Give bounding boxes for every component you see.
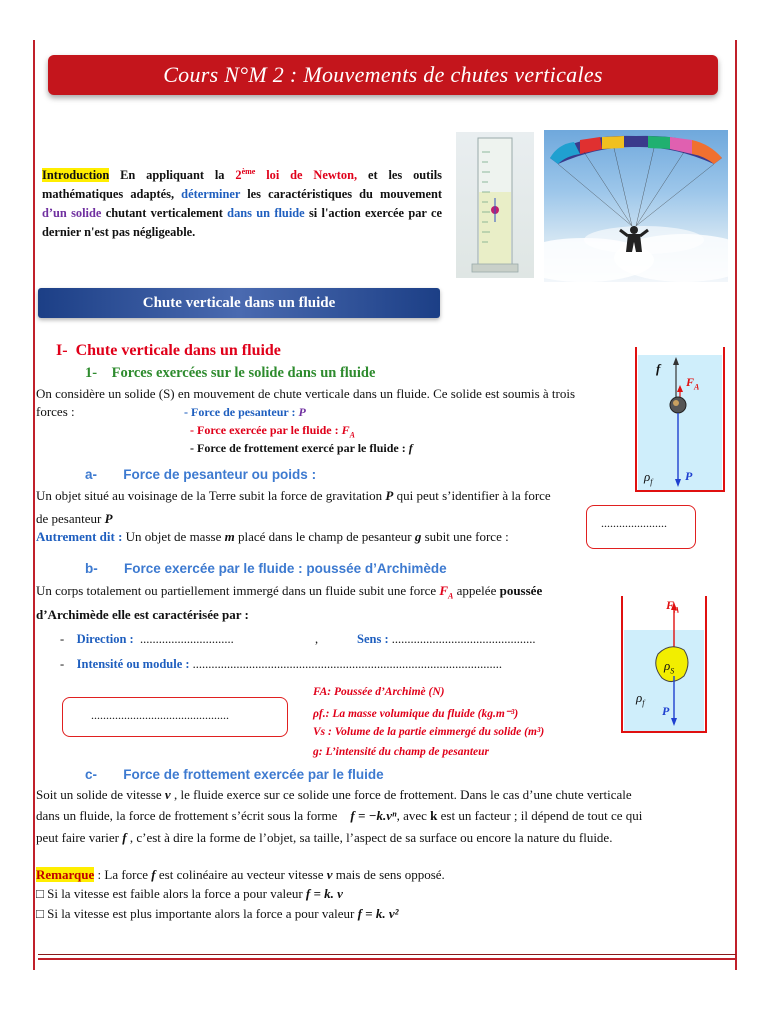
intro-text: En appliquant la: [109, 168, 236, 183]
sens-line: Sens : ..............................................: [357, 632, 536, 646]
footer-divider: [38, 954, 736, 955]
legend-archimedes: FA: Poussée d’Archimè (N): [313, 686, 445, 698]
weight-paragraph-line2: de pesanteur P: [36, 511, 113, 526]
page-title: Cours N°M 2 : Mouvements de chutes verticales: [163, 62, 603, 87]
legend-gravity: g: L’intensité du champ de pesanteur: [313, 746, 490, 758]
fig2-archimedes-label: $F_A$: [666, 598, 680, 615]
section-banner-label: Chute verticale dans un fluide: [142, 294, 336, 311]
legend-fluid-density: ρf.: La masse volumique du fluide (kg.m⁻³): [313, 708, 519, 720]
intro-text: si l'action exercée par ce dernier n'est pas négligeable.: [42, 206, 442, 240]
intro-text: chutant verticalement: [101, 206, 228, 221]
subsection-a-heading: a- Force de pesanteur ou poids :: [85, 467, 317, 482]
intro-text: les caractéristiques du mouvement: [240, 187, 442, 202]
intro-text: et les outils mathématiques adaptés,: [42, 168, 442, 202]
fig2-solid-density-label: $\rho_S$: [664, 658, 675, 676]
section-banner: [38, 288, 440, 318]
friction-paragraph-line1: Soit un solide de vitesse v , le fluide exerce sur ce solide une force de frottement. Dans le cas d’une chute verticale: [36, 787, 632, 802]
direction-line: - Direction : ..............................: [60, 632, 234, 646]
forces-intro-paragraph: On considère un solide (S) en mouvement de chute verticale dans un fluide. Ce solide est soumis à trois forces :: [36, 386, 576, 419]
subsection-b-heading: b- Force exercée par le fluide : poussée d’Archimède: [85, 561, 447, 576]
left-border: [33, 40, 35, 970]
force-friction-item: - Force de frottement exercé par le fluide : f: [190, 441, 413, 455]
fig2-weight-label: P: [662, 704, 670, 718]
footer-divider: [38, 958, 736, 960]
weight-answer-box[interactable]: [586, 505, 696, 549]
intro-paragraph: [42, 162, 442, 242]
intro-keyword: déterminer: [181, 187, 241, 202]
fig1-archimedes-label: $F_A$: [686, 375, 700, 392]
intro-label: Introduction: [42, 168, 110, 183]
weight-answer-placeholder: ......................: [601, 516, 667, 530]
subsection-number: 1-: [85, 365, 98, 381]
remark-bullet-high-speed: □ Si la vitesse est plus importante alors la force a pour valeur f = k. v²: [36, 906, 399, 921]
friction-paragraph-line2: dans un fluide, la force de frottement s’écrit sous la forme f = −k.vⁿ, avec k est un facteur ; il dépend de tout ce qui: [36, 808, 643, 823]
subsection-c-heading: c- Force de frottement exercée par le fluide: [85, 767, 384, 782]
section-number: I-: [56, 342, 68, 359]
section-title: Chute verticale dans un fluide: [75, 342, 281, 359]
falling-ball-diagram: [630, 345, 726, 495]
weight-paragraph-line1: Un objet situé au voisinage de la Terre subit la force de gravitation P qui peut s’identifier à la force: [36, 488, 551, 503]
legend-volume: Vs : Volume de la partie eimmergé du solide (m³): [313, 726, 545, 738]
newton-law: 2ème loi de Newton,: [235, 167, 358, 183]
fig2-fluid-density-label: $\rho_f$: [636, 690, 645, 708]
archimedes-paragraph: Un corps totalement ou partiellement immergé dans un fluide subit une force $F_A$ appelée poussée d’Archimède elle est caractérisée par :: [36, 583, 543, 622]
archimedes-diagram: [618, 590, 710, 736]
intro-keyword: d’un solide: [42, 206, 102, 221]
friction-paragraph-line3: peut faire varier f , c’est à dire la forme de l’objet, sa taille, l’aspect de sa surface ou encore la nature du fluide.: [36, 830, 613, 845]
fig1-density-label: $\rho_f$: [644, 469, 653, 487]
force-fluid-item: - Force exercée par le fluide : $F_A$: [190, 423, 355, 440]
remark-line: Remarque : La force f est colinéaire au vecteur vitesse v mais de sens opposé.: [36, 867, 445, 882]
page-title-banner: [48, 55, 718, 95]
fig1-friction-label: f: [656, 361, 661, 376]
subsection-heading: [85, 365, 375, 382]
graduated-cylinder-image: [456, 132, 534, 278]
archimedes-answer-placeholder: ..............................................: [91, 708, 229, 722]
direction-separator: ,: [315, 632, 319, 646]
parachute-photo: [544, 130, 728, 282]
archimedes-answer-box[interactable]: [62, 697, 288, 737]
section-heading: [56, 342, 281, 360]
force-weight-item: - Force de pesanteur : P: [184, 405, 306, 419]
fig1-weight-label: P: [685, 469, 693, 483]
remark-bullet-low-speed: □ Si la vitesse est faible alors la force a pour valeur f = k. v: [36, 886, 343, 901]
weight-paragraph-line3: Autrement dit : Un objet de masse m placé dans le champ de pesanteur g subit une force :: [36, 529, 509, 544]
intro-keyword: dans un fluide: [227, 206, 305, 221]
subsection-title: Forces exercées sur le solide dans un fluide: [111, 365, 376, 381]
intensity-line: - Intensité ou module : ...................................................................................................: [60, 657, 503, 671]
